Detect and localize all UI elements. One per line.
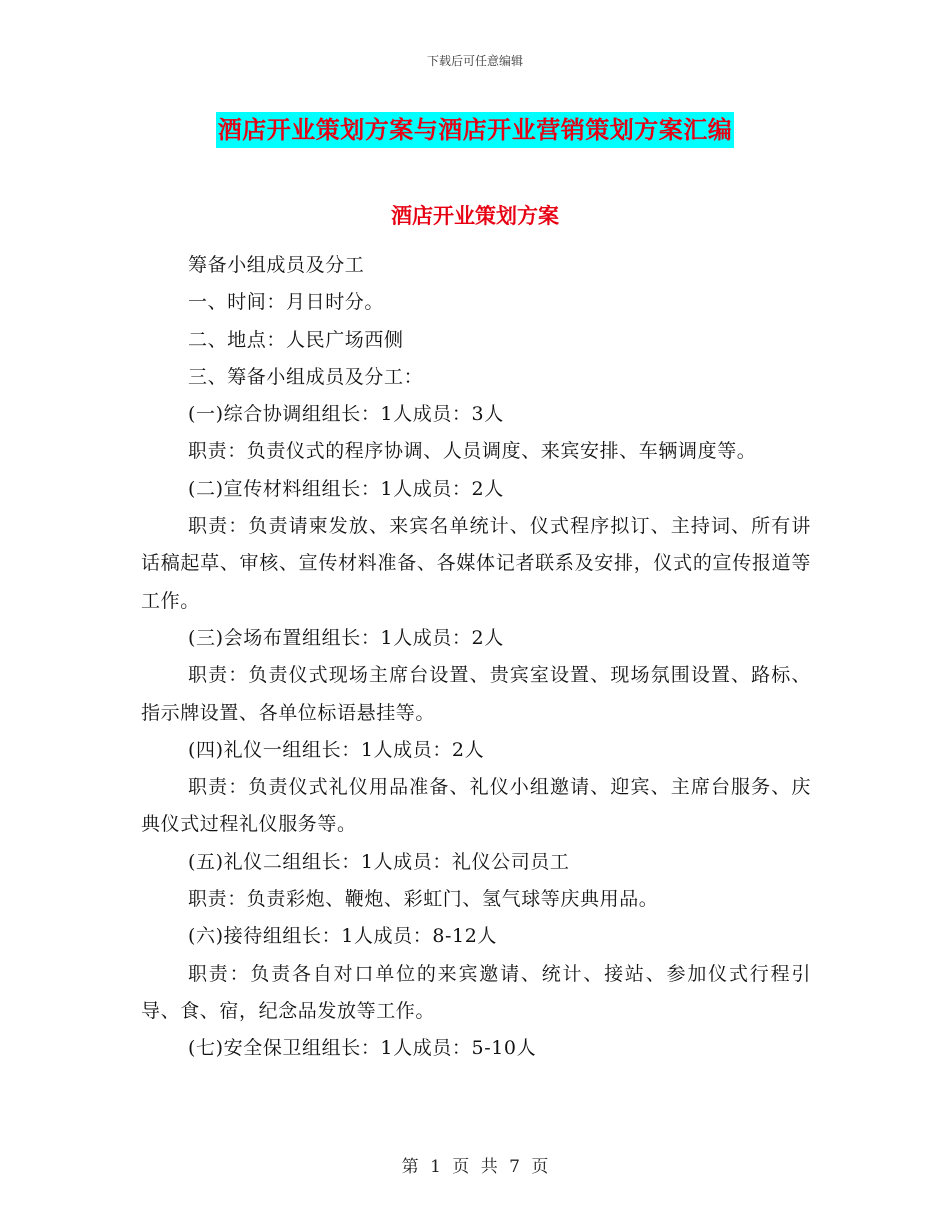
paragraph: (七)安全保卫组组长：1人成员：5-10人 — [188, 1037, 537, 1060]
paragraph: 职责：负责仪式礼仪用品准备、礼仪小组邀请、迎宾、主席台服务、庆典仪式过程礼仪服务等。 — [141, 776, 811, 836]
paragraph: (五)礼仪二组组长：1人成员：礼仪公司员工 — [188, 850, 570, 873]
paragraph: (三)会场布置组组长：1人成员：2人 — [188, 626, 504, 649]
paragraph: 职责：负责仪式现场主席台设置、贵宾室设置、现场氛围设置、路标、指示牌设置、各单位标语悬挂等。 — [141, 664, 811, 724]
section-title: 酒店开业策划方案 — [391, 203, 559, 228]
paragraph: 筹备小组成员及分工 — [188, 254, 365, 276]
document-title-wrap — [0, 112, 950, 148]
paragraph: (四)礼仪一组组长：1人成员：2人 — [188, 738, 485, 761]
page-footer: 第 1 页 共 7 页 — [401, 1157, 549, 1177]
paragraph: 三、筹备小组成员及分工： — [188, 365, 424, 388]
paragraph: 一、时间：月日时分。 — [188, 291, 385, 314]
document-body — [141, 247, 811, 1068]
paragraph: 二、地点：人民广场西侧 — [188, 328, 404, 351]
paragraph: 职责：负责各自对口单位的来宾邀请、统计、接站、参加仪式行程引导、食、宿，纪念品发放等工作。 — [141, 962, 811, 1022]
paragraph: 职责：负责彩炮、鞭炮、彩虹门、氢气球等庆典用品。 — [188, 888, 659, 911]
paragraph: (一)综合协调组组长：1人成员：3人 — [188, 403, 504, 426]
header-note: 下载后可任意编辑 — [426, 54, 523, 68]
paragraph: 职责：负责仪式的程序协调、人员调度、来宾安排、车辆调度等。 — [188, 440, 757, 463]
paragraph: (六)接待组组长：1人成员：8-12人 — [188, 925, 497, 948]
document-title: 酒店开业策划方案与酒店开业营销策划方案汇编 — [216, 112, 735, 148]
paragraph: (二)宣传材料组组长：1人成员：2人 — [188, 477, 504, 500]
paragraph: 职责：负责请柬发放、来宾名单统计、仪式程序拟订、主持词、所有讲话稿起草、审核、宣传材料准备、各媒体记者联系及安排，仪式的宣传报道等工作。 — [141, 515, 811, 612]
